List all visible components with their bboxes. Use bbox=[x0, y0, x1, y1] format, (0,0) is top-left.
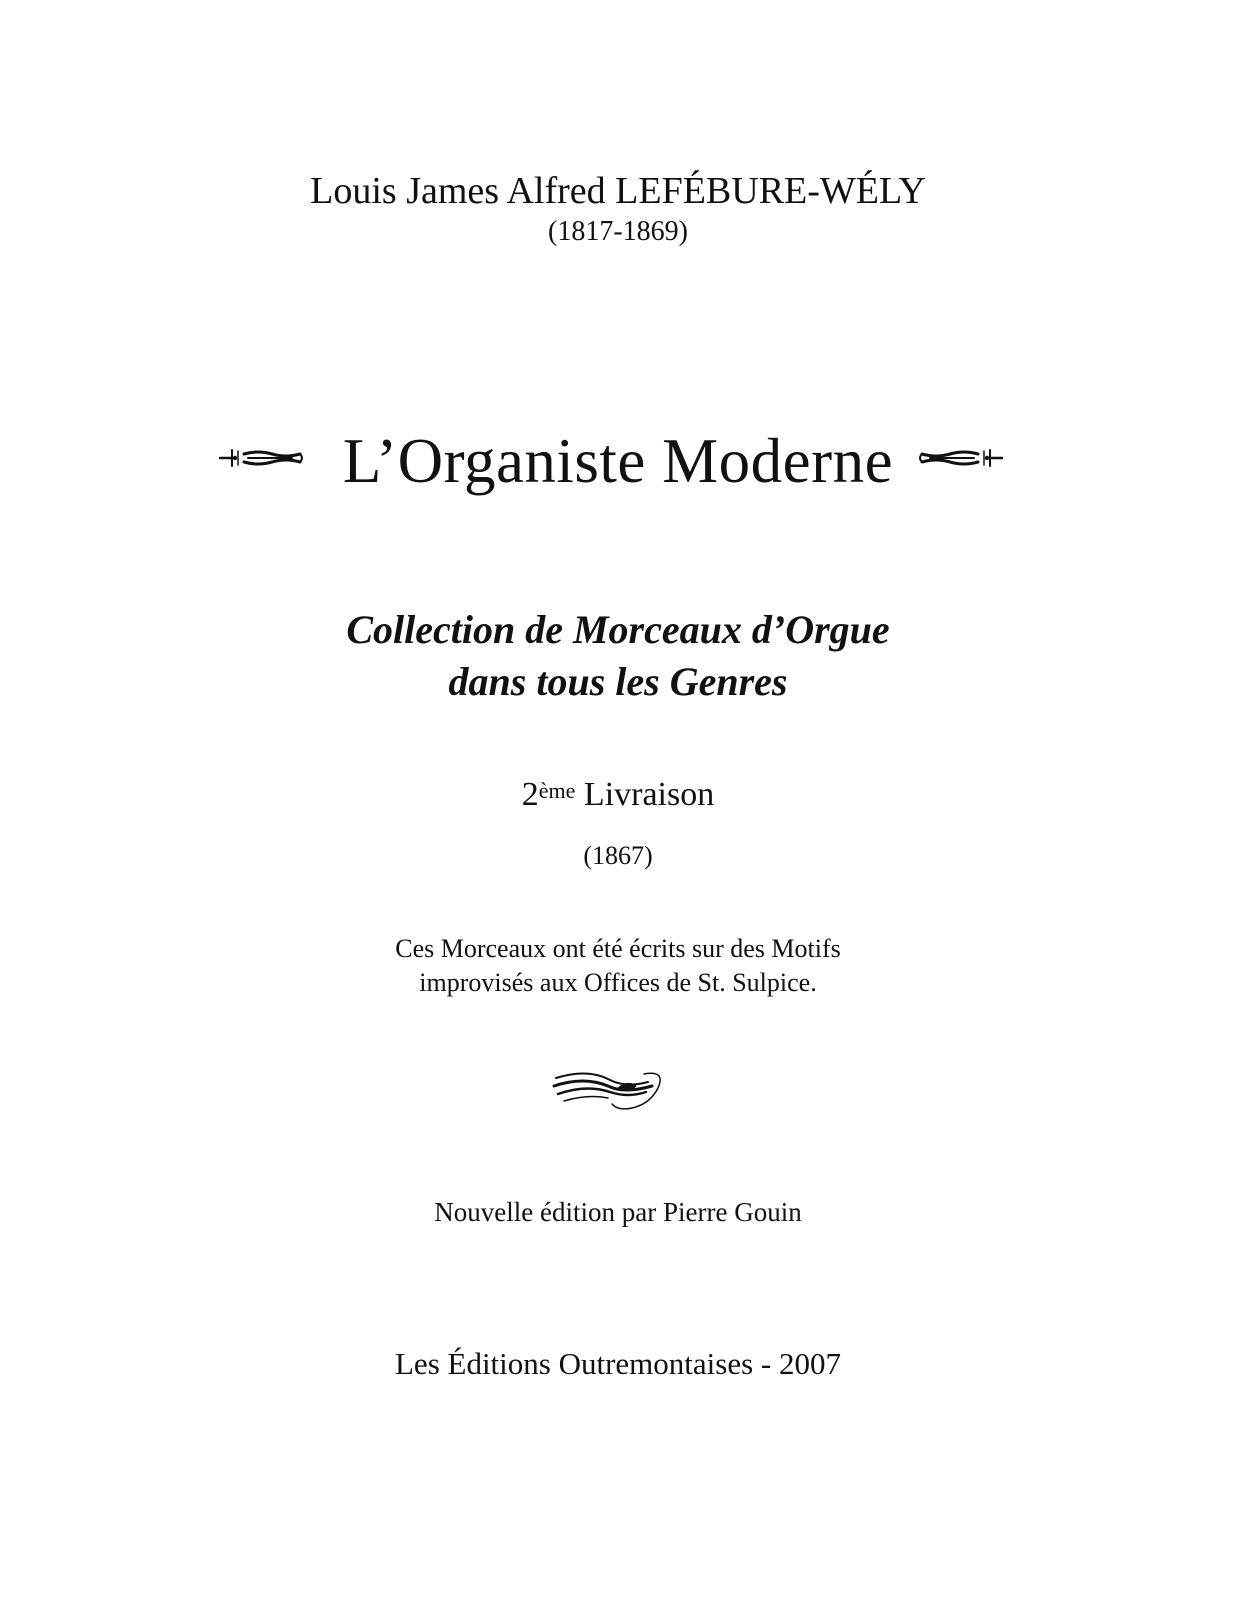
livraison-text: Livraison bbox=[583, 776, 715, 813]
scroll-ornament-icon bbox=[918, 442, 1004, 474]
editor-credit: Nouvelle édition par Pierre Gouin bbox=[434, 1197, 802, 1227]
publication-year: (1867) bbox=[583, 841, 653, 870]
flourish-icon bbox=[548, 1066, 668, 1116]
composer-dates: (1817-1869) bbox=[548, 216, 688, 247]
livraison-number: 2 bbox=[521, 776, 539, 813]
page-title: L’Organiste Moderne bbox=[342, 426, 894, 496]
subtitle-line-1: Collection de Morceaux d’Orgue bbox=[346, 607, 890, 652]
note-line-2: improvisés aux Offices de St. Sulpice. bbox=[419, 968, 817, 997]
publisher-line: Les Éditions Outremontaises - 2007 bbox=[395, 1346, 841, 1381]
subtitle-line-2: dans tous les Genres bbox=[448, 659, 788, 704]
note-line-1: Ces Morceaux ont été écrits sur des Motifs bbox=[395, 934, 841, 963]
title-row bbox=[0, 418, 1236, 508]
composer-name: Louis James Alfred LEFÉBURE-WÉLY bbox=[310, 170, 926, 212]
livraison-label bbox=[0, 772, 1236, 818]
livraison-suffix: ème bbox=[538, 778, 576, 803]
